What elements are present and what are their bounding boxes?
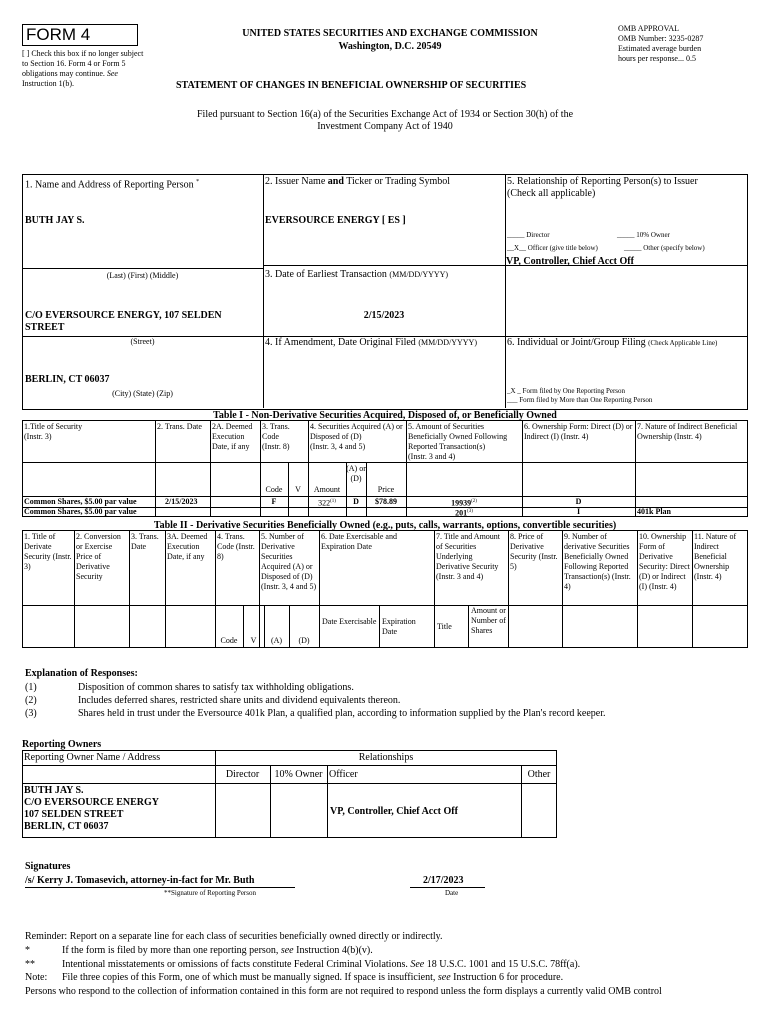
t1-row1-amount: 322$^{(1)}$ [318, 498, 336, 508]
explanation-num-2: (2) [25, 695, 37, 706]
t1-h-nature: 7. Nature of Indirect Beneficial Ownership (Instr. 4) [637, 422, 738, 441]
note-text-1: If the form is filed by more than one reporting person, see Instruction 4(b)(v). [62, 945, 373, 956]
filing-one-person: _X _ Form filed by One Reporting Person [507, 387, 626, 395]
t1-row2-owned: 201$^{(3)}$ [455, 508, 473, 518]
table1-title: Table I - Non-Derivative Securities Acquired, Disposed of, or Beneficially Owned [213, 410, 557, 421]
t2-sub-code: Code [220, 636, 238, 645]
statement-title: STATEMENT OF CHANGES IN BENEFICIAL OWNERSHIP OF SECURITIES [176, 80, 527, 91]
owners-col-ten-pct: 10% Owner [274, 769, 323, 780]
t2-h-conversion: 2. Conversion or Exercise Price of Derivative Security [76, 532, 121, 581]
t2-sub-amount: Amount or Number of Shares [471, 606, 506, 635]
t2-h-ownership-form: 10. Ownership Form of Derivative Security: Direct (D) or Indirect (I) (Instr. 4) [639, 532, 690, 591]
note-text-3: File three copies of this Form, one of which must be manually signed. If space is insufficient, see Instruction 6 for procedure. [62, 972, 564, 983]
t1-row1-code: F [271, 497, 277, 506]
t2-h-exercisable: 6. Date Exercisable and Expiration Date [321, 532, 397, 551]
street-sublabel: (Street) [130, 337, 155, 346]
t1-sub-aord: (A) or (D) [346, 464, 366, 483]
owners-col-officer: Officer [329, 769, 358, 780]
t1-row1-date: 2/15/2023 [165, 497, 198, 506]
t1-h-code: 3. Trans. Code (Instr. 8) [262, 422, 290, 451]
note-mark-1: * [25, 945, 30, 956]
agency-city: Washington, D.C. 20549 [338, 41, 442, 52]
owners-col-name: Reporting Owner Name / Address [24, 752, 161, 763]
owners-col-director: Director [225, 769, 260, 780]
t2-sub-a: (A) [270, 636, 283, 645]
t2-h-number: 5. Number of Derivative Securities Acquired (A) or Disposed of (D) (Instr. 3, 4 and 5) [261, 532, 317, 591]
t2-h-owned: 9. Number of derivative Securities Beneficially Owned Following Reported Transaction(s) (Instr. 4) [564, 532, 631, 591]
signature-label: **Signature of Reporting Person [164, 889, 256, 897]
t1-sub-v: V [295, 485, 301, 494]
city-sublabel: (City) (State) (Zip) [112, 389, 173, 398]
rel-ten-pct-owner: _____ 10% Owner [617, 231, 670, 239]
reporter-city: BERLIN, CT 06037 [25, 374, 110, 385]
filing-multiple-persons: ___ Form filed by More than One Reporting Person [507, 396, 653, 404]
t1-row1-owned: 19939$^{(2)}$ [451, 498, 477, 508]
rel-other: _____ Other (specify below) [624, 244, 705, 252]
signature-date: 2/17/2023 [423, 875, 464, 886]
owners-heading: Reporting Owners [22, 739, 102, 750]
date-label: Date [445, 889, 459, 897]
reporting-grid [22, 174, 748, 410]
t1-h-amount-owned: 5. Amount of Securities Beneficially Owned Following Reported Transaction(s) (Instr. 3 and 4) [408, 422, 508, 461]
explanation-text-3: Shares held in trust under the Eversource 401k Plan, a qualified plan, according to information supplied by the Plan's record keeper. [78, 708, 606, 719]
explanation-num-1: (1) [25, 682, 37, 693]
t2-sub-d: (D) [298, 636, 310, 645]
t2-sub-title: Title [437, 622, 452, 631]
t2-h-underlying: 7. Title and Amount of Securities Underlying Derivative Security (Instr. 3 and 4) [436, 532, 501, 581]
note-mark-2: ** [25, 959, 35, 970]
t1-sub-price: Price [377, 485, 395, 494]
box3-label: 3. Date of Earliest Transaction (MM/DD/YYYY) [265, 269, 449, 280]
issuer-name: EVERSOURCE ENERGY [ ES ] [265, 215, 406, 226]
signature-text: /s/ Kerry J. Tomasevich, attorney-in-fact for Mr. Buth [25, 875, 255, 886]
t1-row1-price: $78.89 [375, 497, 397, 506]
t1-h-date: 2. Trans. Date [157, 422, 202, 431]
box1-label: 1. Name and Address of Reporting Person * [25, 179, 200, 191]
rel-director: _____ Director [507, 231, 550, 239]
t1-h-acquired: 4. Securities Acquired (A) or Disposed of (D) (Instr. 3, 4 and 5) [310, 422, 403, 451]
t2-h-date: 3. Trans. Date [131, 532, 159, 551]
table2-title: Table II - Derivative Securities Beneficially Owned (e.g., puts, calls, warrants, options, convertible securities) [153, 520, 617, 531]
t1-sub-code: Code [265, 485, 283, 494]
name-sublabel: (Last) (First) (Middle) [106, 271, 179, 280]
t2-sub-exercisable: Date Exercisable [322, 617, 377, 626]
t2-h-title: 1. Title of Derivate Security (Instr. 3) [24, 532, 72, 571]
t1-row1-form: D [575, 497, 582, 506]
reporter-street: C/O EVERSOURCE ENERGY, 107 SELDEN STREET [25, 310, 222, 333]
explanation-heading: Explanation of Responses: [25, 668, 138, 679]
t1-row2-form: I [576, 507, 581, 516]
explanation-text-2: Includes deferred shares, restricted share units and dividend equivalents thereon. [78, 695, 401, 706]
t1-row2-nature: 401k Plan [637, 507, 672, 516]
t1-row1-title: Common Shares, $5.00 par value [24, 497, 137, 506]
agency-title: UNITED STATES SECURITIES AND EXCHANGE COMMISSION [242, 28, 538, 39]
signatures-heading: Signatures [25, 861, 71, 872]
t1-h-title: 1.Title of Security (Instr. 3) [24, 422, 83, 441]
omb-approval: OMB APPROVAL OMB Number: 3235-0287 Estimated average burden hours per response... 0.5 [618, 24, 704, 63]
explanation-num-3: (3) [25, 708, 37, 719]
owners-col-other: Other [527, 769, 551, 780]
t2-h-price: 8. Price of Derivative Security (Instr. 5) [510, 532, 558, 571]
box2-label: 2. Issuer Name and Ticker or Trading Symbol [265, 176, 451, 187]
t2-h-deemed: 3A. Deemed Execution Date, if any [167, 532, 208, 561]
form-label: FORM 4 [26, 25, 91, 44]
filed-pursuant: Filed pursuant to Section 16(a) of the Securities Exchange Act of 1934 or Section 30(h) of the Investment Company Act of 1940 [196, 109, 574, 132]
t2-sub-expiration: Expiration Date [382, 617, 416, 636]
note-mark-3: Note: [25, 972, 48, 983]
explanation-text-1: Disposition of common shares to satisfy tax withholding obligations. [78, 682, 354, 693]
owners-col-relationships: Relationships [358, 752, 414, 763]
t1-row1-aord: D [353, 497, 359, 506]
officer-title: VP, Controller, Chief Acct Off [506, 256, 634, 267]
t2-h-code: 4. Trans. Code (Instr. 8) [217, 532, 255, 561]
t1-row2-title: Common Shares, $5.00 par value [24, 507, 137, 516]
earliest-transaction-date: 2/15/2023 [363, 310, 405, 321]
checkbox-note: [ ] Check this box if no longer subject to Section 16. Form 4 or Form 5 obligations may continue. See Instruction 1(b). [22, 49, 144, 88]
reporter-name: BUTH JAY S. [25, 215, 85, 226]
reminder: Reminder: Report on a separate line for each class of securities beneficially owned directly or indirectly. [25, 931, 443, 942]
box4-label: 4. If Amendment, Date Original Filed (MM/DD/YYYY) [265, 337, 477, 348]
rel-officer: __X__ Officer (give title below) [507, 244, 598, 252]
box5-label: 5. Relationship of Reporting Person(s) to Issuer (Check all applicable) [507, 176, 698, 199]
note-text-2: Intentional misstatements or omissions of facts constitute Federal Criminal Violations. See 18 U.S.C. 1001 and 15 U.S.C. 78ff(a). [62, 959, 581, 970]
box6-label: 6. Individual or Joint/Group Filing (Check Applicable Line) [507, 337, 718, 348]
owner-officer-title: VP, Controller, Chief Acct Off [330, 806, 458, 817]
t2-h-nature: 11. Nature of Indirect Beneficial Ownership (Instr. 4) [694, 532, 737, 581]
t2-sub-v: V [250, 636, 257, 645]
t1-h-deemed: 2A. Deemed Execution Date, if any [212, 422, 253, 451]
t1-h-ownership-form: 6. Ownership Form: Direct (D) or Indirect (I) (Instr. 4) [524, 422, 633, 441]
owner-address: BUTH JAY S. C/O EVERSOURCE ENERGY 107 SELDEN STREET BERLIN, CT 06037 [24, 785, 160, 832]
persons-notice: Persons who respond to the collection of information contained in this form are not required to respond unless the form displays a currently valid OMB control [25, 986, 662, 997]
t1-sub-amount: Amount [313, 485, 341, 494]
